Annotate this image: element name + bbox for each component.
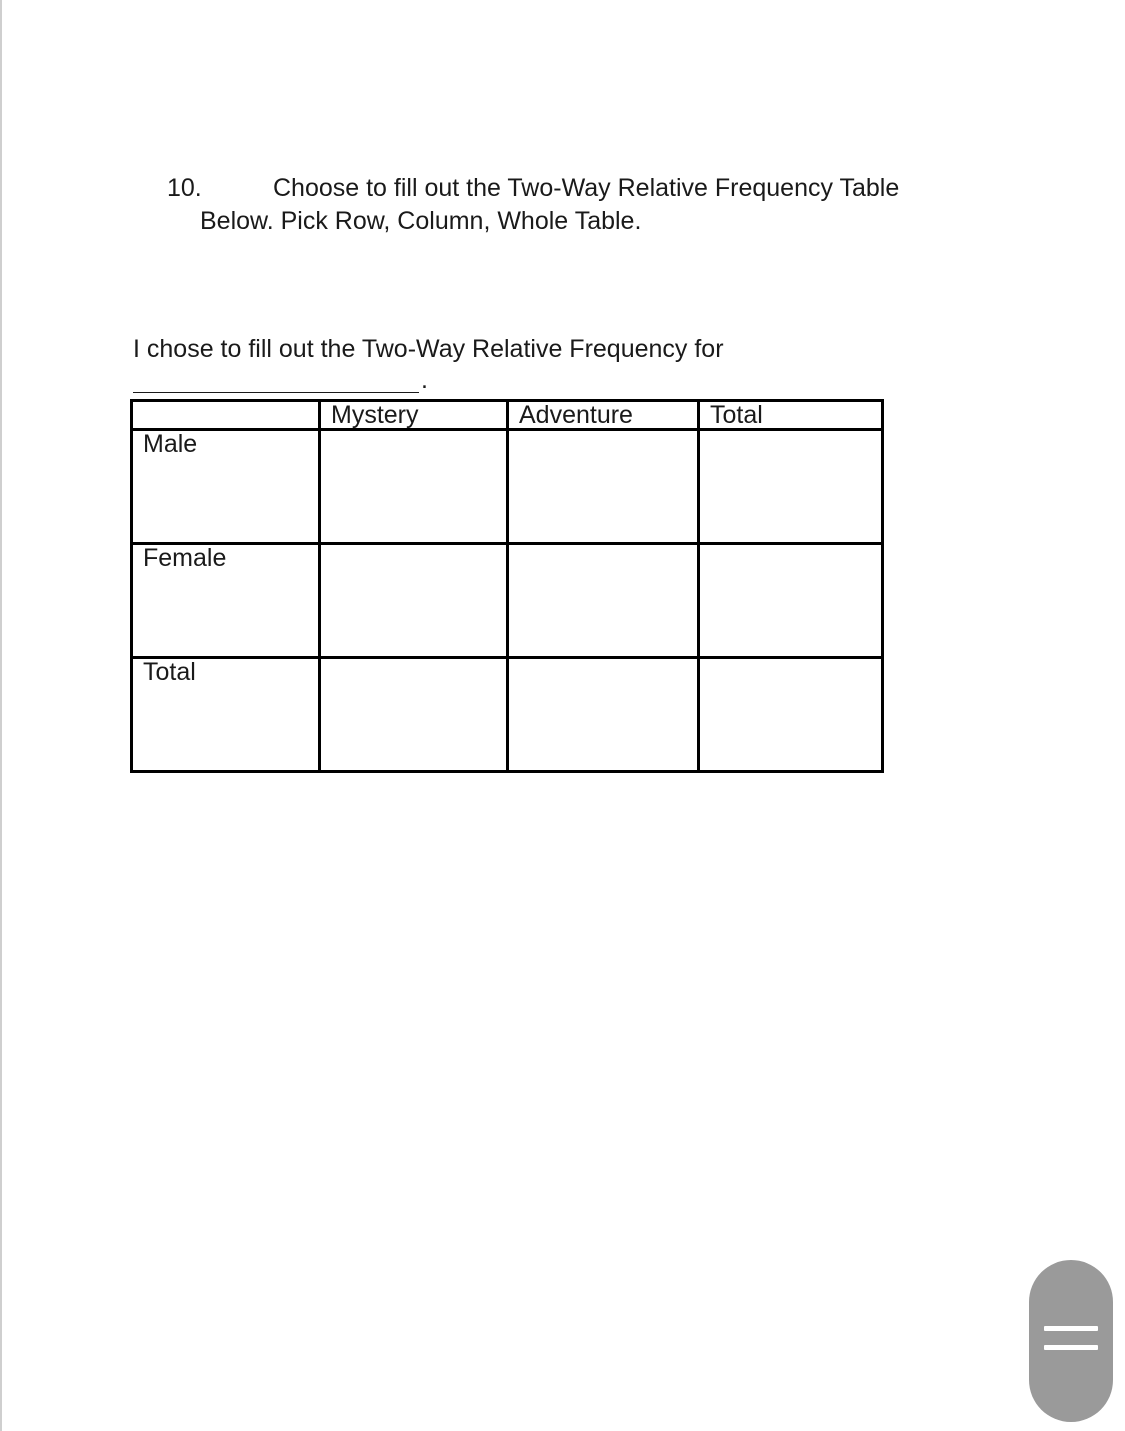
header-cell-adventure: Adventure [508, 401, 699, 430]
question-10 [167, 172, 967, 238]
cell-female-adventure[interactable] [508, 544, 699, 658]
row-label-male: Male [132, 430, 320, 544]
cell-male-total[interactable] [699, 430, 883, 544]
cell-total-mystery[interactable] [320, 658, 508, 772]
table-row-female [132, 544, 883, 658]
row-label-total: Total [132, 658, 320, 772]
table-row-male [132, 430, 883, 544]
table-header-row [132, 401, 883, 430]
cell-female-mystery[interactable] [320, 544, 508, 658]
cell-male-adventure[interactable] [508, 430, 699, 544]
table-row-total [132, 658, 883, 772]
two-way-frequency-table [130, 399, 884, 773]
row-label-female: Female [132, 544, 320, 658]
answer-blank[interactable] [133, 392, 419, 393]
question-number: 10. [167, 174, 202, 202]
header-cell-total: Total [699, 401, 883, 430]
header-cell-blank [132, 401, 320, 430]
cell-female-total[interactable] [699, 544, 883, 658]
blank-period: . [421, 366, 428, 394]
handle-bar-bottom [1044, 1345, 1098, 1350]
intro-sentence: I chose to fill out the Two-Way Relative Frequency for [133, 335, 724, 363]
cell-male-mystery[interactable] [320, 430, 508, 544]
question-text-line-2: Below. Pick Row, Column, Whole Table. [200, 207, 642, 235]
page-edge [0, 0, 2, 1431]
question-text-line-1: Choose to fill out the Two-Way Relative Frequency Table [273, 174, 900, 202]
handle-bar-top [1044, 1326, 1098, 1331]
cell-total-total[interactable] [699, 658, 883, 772]
question-line-1 [167, 172, 967, 205]
scroll-handle[interactable] [1029, 1260, 1113, 1422]
header-cell-mystery: Mystery [320, 401, 508, 430]
cell-total-adventure[interactable] [508, 658, 699, 772]
